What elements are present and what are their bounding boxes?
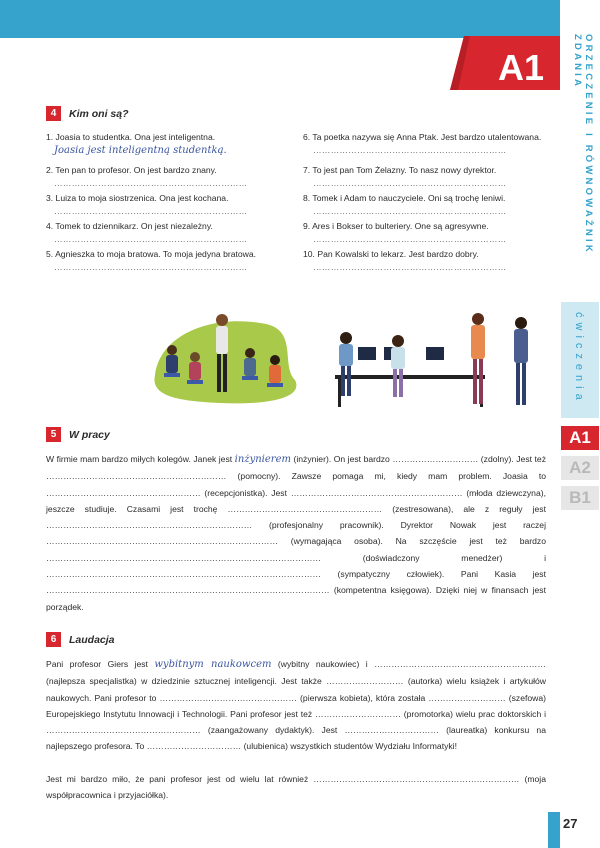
page-number-tab [548, 812, 560, 848]
exercise-item [46, 248, 286, 276]
item-prompt: 5. Agnieszka to moja bratowa. To moja jedyna bratowa. [46, 249, 257, 259]
exercise-number: 6 [46, 632, 61, 647]
exercise-6-header [46, 632, 115, 647]
exercise-4-header [46, 106, 129, 121]
item-prompt: 8. Tomek i Adam to nauczyciele. Oni są trochę leniwi. [303, 193, 506, 203]
exercise-4-left-column [46, 131, 286, 276]
exercise-6-text [46, 656, 546, 755]
exercise-item [303, 220, 548, 248]
handwritten-answer: inżynierem [234, 454, 291, 465]
answer-line[interactable]: ………………………………………………………… [54, 234, 248, 244]
handwritten-answer: wybitnym naukowcem [154, 659, 272, 670]
top-bar [0, 0, 560, 38]
exercise-number: 5 [46, 427, 61, 442]
exercise-item [46, 131, 286, 164]
exercise-title: Kim oni są? [69, 107, 129, 120]
section-tab-label: ćwiczenia [573, 312, 585, 405]
workstation-illustration [335, 313, 528, 407]
section-tab-cwiczenia [561, 302, 599, 418]
exercise-item [46, 164, 286, 192]
exercise-title: W pracy [69, 428, 110, 441]
answer-line[interactable]: ………………………………………………………… [313, 234, 507, 244]
exercise-item [303, 164, 548, 192]
item-prompt: 1. Joasia to studentka. Ona jest inteligentna. [46, 132, 216, 142]
item-answer: Joasia jest inteligentną studentką. [54, 145, 227, 156]
exercise-6-closing [46, 771, 546, 804]
chapter-title: ORZECZENIE I RÓWNOWAŻNIK ZDANIA [572, 34, 594, 255]
item-prompt: 9. Ares i Bokser to bulteriery. One są agresywne. [303, 221, 489, 231]
answer-line[interactable]: ………………………………………………………… [54, 178, 248, 188]
answer-line[interactable]: ………………………………………………………… [54, 206, 248, 216]
item-prompt: 3. Luiza to moja siostrzenica. Ona jest kochana. [46, 193, 229, 203]
answer-line[interactable]: ………………………………………………………… [313, 262, 507, 272]
paragraph-text: Pani profesor Giers jest [46, 659, 155, 669]
exercise-item [303, 248, 548, 276]
level-tab-b1: B1 [561, 486, 599, 510]
item-prompt: 2. Ten pan to profesor. On jest bardzo znany. [46, 165, 217, 175]
answer-line[interactable]: ………………………………………………………… [313, 178, 507, 188]
answer-line[interactable]: ………………………………………………………… [313, 145, 507, 155]
exercise-title: Laudacja [69, 633, 115, 646]
exercise-5-text [46, 451, 546, 615]
paragraph-text[interactable]: (inżynier). On jest bardzo ………………………… (zdolny). Jest też ……………………………………………………… (pomocny). Zawsze pomaga mi, kiedy mam problem. Joasia to ……………………………………………… (recepcjonistka). Jest …………………………………………………… (młoda dziewczyna), jeszcze studiuje. Czasami jest trochę ……………………………………………… (zestresowana), ale z reguły jest ……………………………………………………………… (profesjonalny pracownik). Dyrektor Nowak jest raczej ……………………………………………………………………… (wymagająca osoba). Na szczęście jest też bardzo …………………………………………………………………………………… (doświadczony menedżer) i …………………………………………………………………………………… (sympatyczny człowiek). Pani Kasia jest ……………………………………………………………………………………… (kompetentna księgowa). Dzięki niej w finansach jest porządek. [46, 454, 546, 612]
item-prompt: 4. Tomek to dziennikarz. On jest niezależny. [46, 221, 213, 231]
answer-line[interactable]: ………………………………………………………… [54, 262, 248, 272]
paragraph-text[interactable]: Jest mi bardzo miło, że pani profesor jest od wielu lat również ……………………………………………………………… (moja współpracownica i przyjaciółka). [46, 774, 546, 801]
answer-line[interactable]: ………………………………………………………… [313, 206, 507, 216]
item-prompt: 6. Ta poetka nazywa się Anna Ptak. Jest bardzo utalentowana. [303, 132, 542, 142]
level-tab-a2: A2 [561, 456, 599, 480]
exercise-number: 4 [46, 106, 61, 121]
level-tab-a1: A1 [561, 426, 599, 450]
exercise-4-right-column [303, 131, 548, 276]
meeting-group-illustration [154, 314, 296, 403]
exercise-item [303, 131, 548, 164]
exercise-item [46, 220, 286, 248]
page-number: 27 [563, 816, 578, 831]
exercise-5-header [46, 427, 110, 442]
paragraph-text[interactable]: (wybitny naukowiec) i …………………………………………………… (najlepsza specjalistka) w dziedzinie sztucznej inteligencji. Jest także ……………………… (autorka) wielu książek i artykułów naukowych. Pani profesor to ………………………………………… (pierwsza kobieta), która została ……………………… (szefowa) Europejskiego Instytutu Innowacji i Technologii. Pani profesor jest też ………………………… (promotorka) wielu prac doktorskich i ……………………………………………… (zaangażowany dydaktyk). Jest …………………………… (laureatka) konkursu na najlepszego profesora. To …………………………… (ulubienica) wszystkich studentów Wydziału Informatyki! [46, 659, 546, 752]
office-illustration [150, 305, 550, 410]
exercise-item [46, 192, 286, 220]
item-prompt: 10. Pan Kowalski to lekarz. Jest bardzo dobry. [303, 249, 479, 259]
item-prompt: 7. To jest pan Tom Żelazny. To nasz nowy dyrektor. [303, 165, 497, 175]
paragraph-text: W firmie mam bardzo miłych kolegów. Janek jest [46, 454, 235, 464]
level-badge-a1 [450, 36, 560, 90]
exercise-item [303, 192, 548, 220]
level-badge-label: A1 [498, 47, 545, 88]
